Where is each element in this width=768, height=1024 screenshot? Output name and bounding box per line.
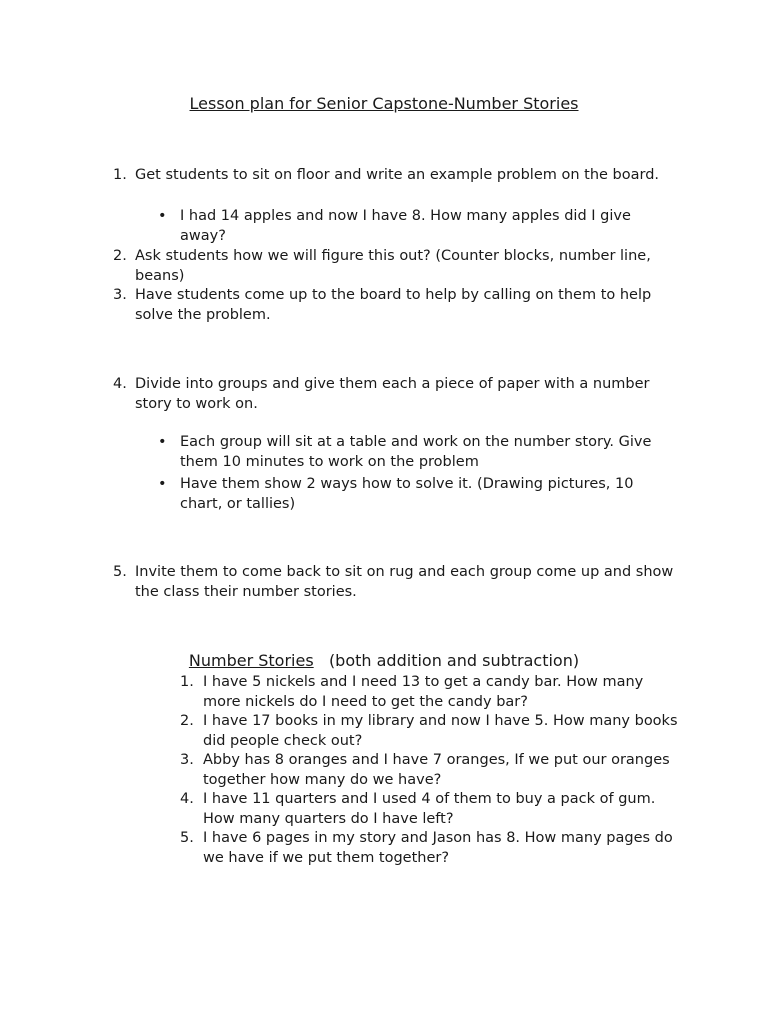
bullet-text: Have them show 2 ways how to solve it. (Drawing pictures, 10 chart, or tallies) [180,476,634,512]
list-number: 3. [180,752,194,768]
list-number: 2. [113,248,127,264]
bullet-icon: • [158,476,167,492]
list-number: 5. [180,830,194,846]
list-text: I have 5 nickels and I need 13 to get a candy bar. How many more nickels do I need to get the candy bar? [203,674,644,710]
list-number: 1. [180,674,194,690]
list-number: 5. [113,564,127,580]
list-text: Ask students how we will figure this out? (Counter blocks, number line, beans) [135,248,651,284]
section-heading-title: Number Stories [188,651,314,670]
section-heading [0,650,768,672]
bullet-icon: • [158,208,167,224]
list-text: I have 17 books in my library and now I have 5. How many books did people check out? [203,713,678,749]
list-number: 2. [180,713,194,729]
list-number: 3. [113,287,127,303]
list-text: I have 6 pages in my story and Jason has 8. How many pages do we have if we put them together? [203,830,673,866]
list-number: 4. [180,791,194,807]
bullet-text: Each group will sit at a table and work on the number story. Give them 10 minutes to work on the problem [180,434,652,470]
list-text: Have students come up to the board to help by calling on them to help solve the problem. [135,287,652,323]
list-text: Divide into groups and give them each a piece of paper with a number story to work on. [135,376,650,412]
bullet-icon: • [158,434,167,450]
bullet-text: I had 14 apples and now I have 8. How many apples did I give away? [180,208,631,244]
list-text: Abby has 8 oranges and I have 7 oranges, If we put our oranges together how many do we have? [203,752,670,788]
list-text: I have 11 quarters and I used 4 of them to buy a pack of gum. How many quarters do I have left? [203,791,656,827]
list-text: Invite them to come back to sit on rug and each group come up and show the class their number stories. [135,564,674,600]
section-heading-note: (both addition and subtraction) [328,651,580,670]
list-text: Get students to sit on floor and write an example problem on the board. [135,167,660,183]
list-number: 4. [113,376,127,392]
page-title: Lesson plan for Senior Capstone-Number Stories [189,94,579,113]
list-number: 1. [113,167,127,183]
